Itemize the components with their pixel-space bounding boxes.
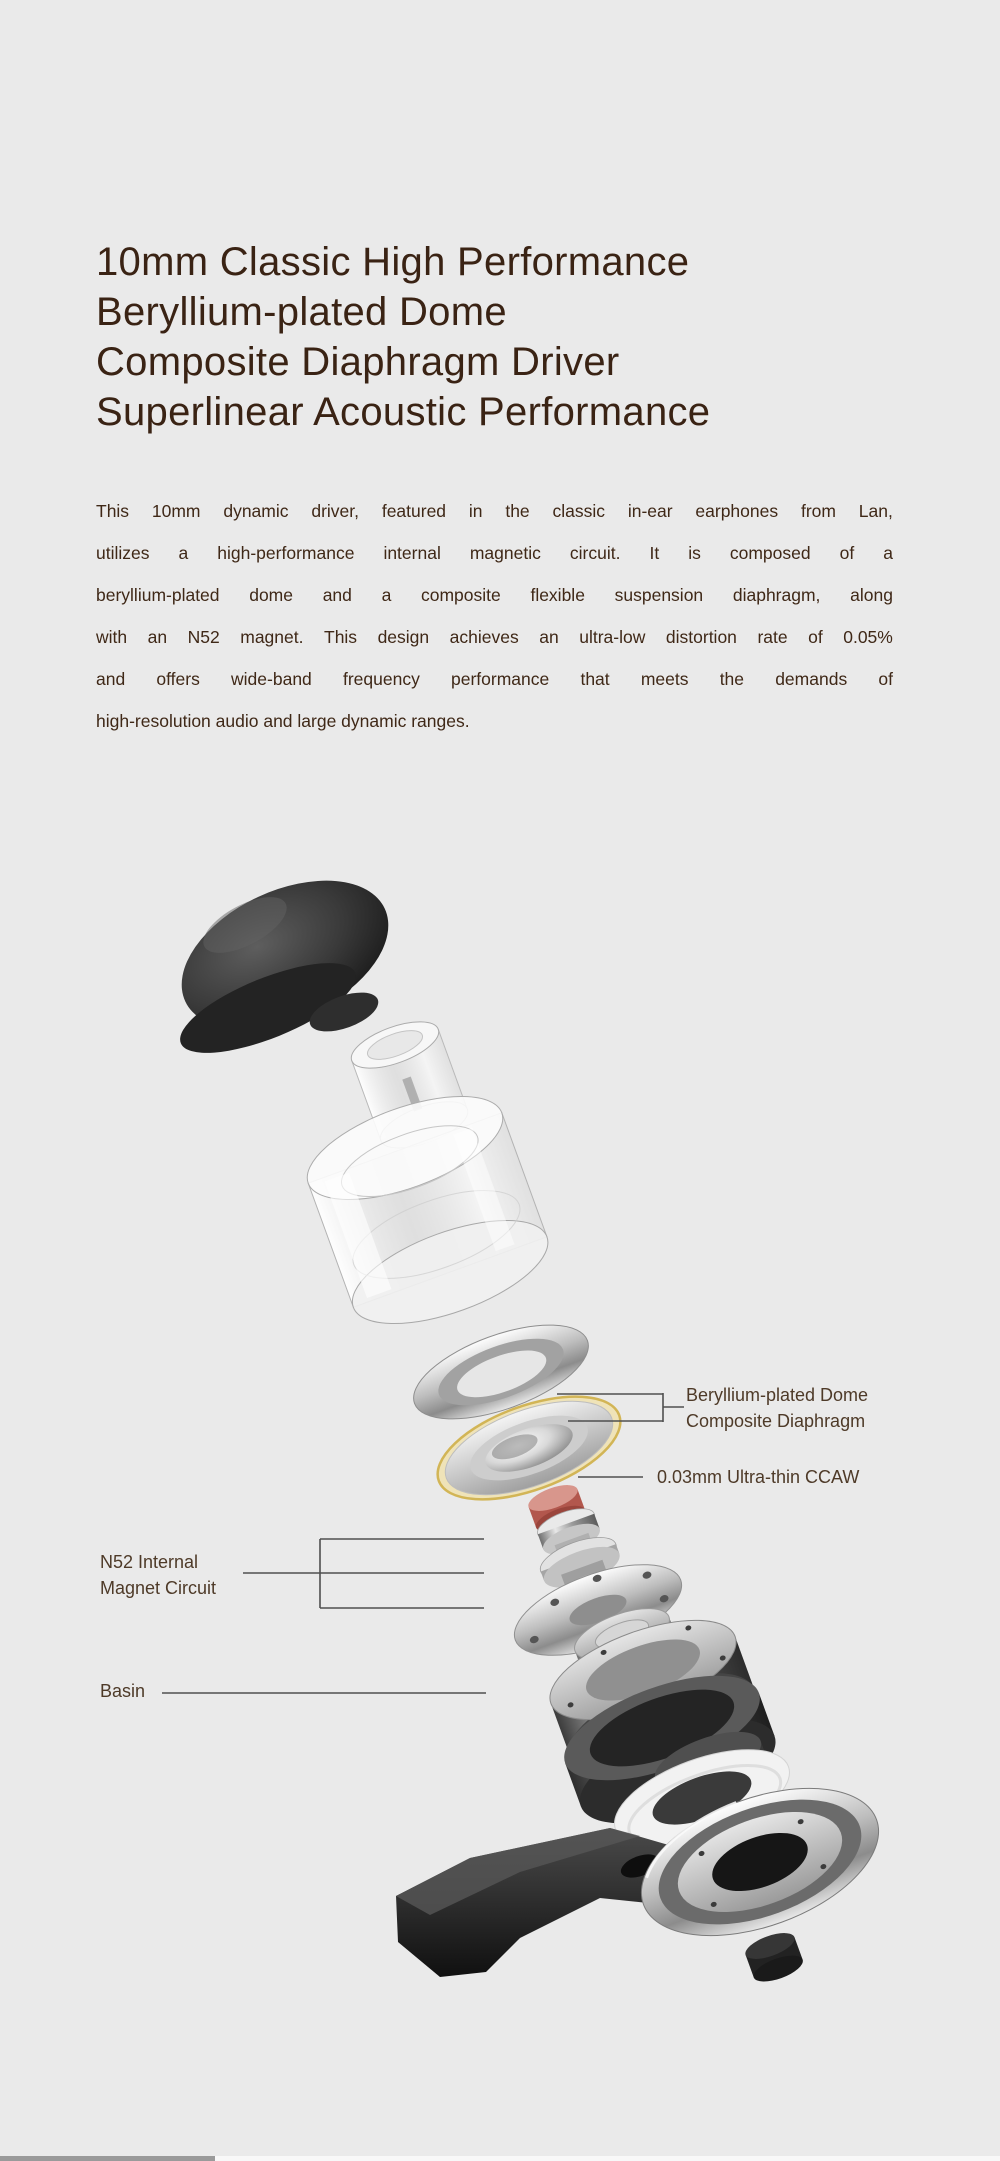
bottom-nub-illustration <box>742 1928 806 1987</box>
callout-ccaw-line: 0.03mm Ultra-thin CCAW <box>657 1467 860 1487</box>
paragraph-line: beryllium-plated dome and a composite flexible suspension diaphragm, along <box>96 585 893 605</box>
paragraph-line: high-resolution audio and large dynamic ranges. <box>96 711 470 731</box>
callout-n52-magnet <box>100 1549 216 1601</box>
shell-bracket-illustration <box>396 1828 676 1977</box>
callout-dome-diaphragm-line: Composite Diaphragm <box>686 1411 866 1431</box>
section-heading-line: 10mm Classic High Performance <box>96 240 690 284</box>
callout-basin <box>100 1678 145 1704</box>
callout-dome-diaphragm-line: Beryllium-plated Dome <box>686 1385 869 1405</box>
section-heading-line: Composite Diaphragm Driver <box>96 340 620 384</box>
next-section-edge-light <box>215 2156 1000 2161</box>
transparent-housing-illustration <box>295 1075 561 1345</box>
callout-n52-magnet-line: Magnet Circuit <box>100 1578 217 1598</box>
callout-n52-magnet-line: N52 Internal <box>100 1552 199 1572</box>
paragraph-line: and offers wide-band frequency performance that meets the demands of <box>96 669 893 689</box>
callout-dome-diaphragm <box>686 1382 868 1434</box>
callout-basin-line: Basin <box>100 1681 146 1701</box>
paragraph-line: This 10mm dynamic driver, featured in the classic in-ear earphones from Lan, <box>96 501 893 521</box>
section-heading-line: Superlinear Acoustic Performance <box>96 390 711 434</box>
section-heading-line: Beryllium-plated Dome <box>96 290 507 334</box>
callout-ccaw <box>657 1464 859 1490</box>
paragraph-line: with an N52 magnet. This design achieves an ultra-low distortion rate of 0.05% <box>96 627 893 647</box>
next-section-edge-dark <box>0 2156 215 2161</box>
paragraph-line: utilizes a high-performance internal magnetic circuit. It is composed of a <box>96 543 893 563</box>
next-section-edge <box>0 2156 1000 2161</box>
